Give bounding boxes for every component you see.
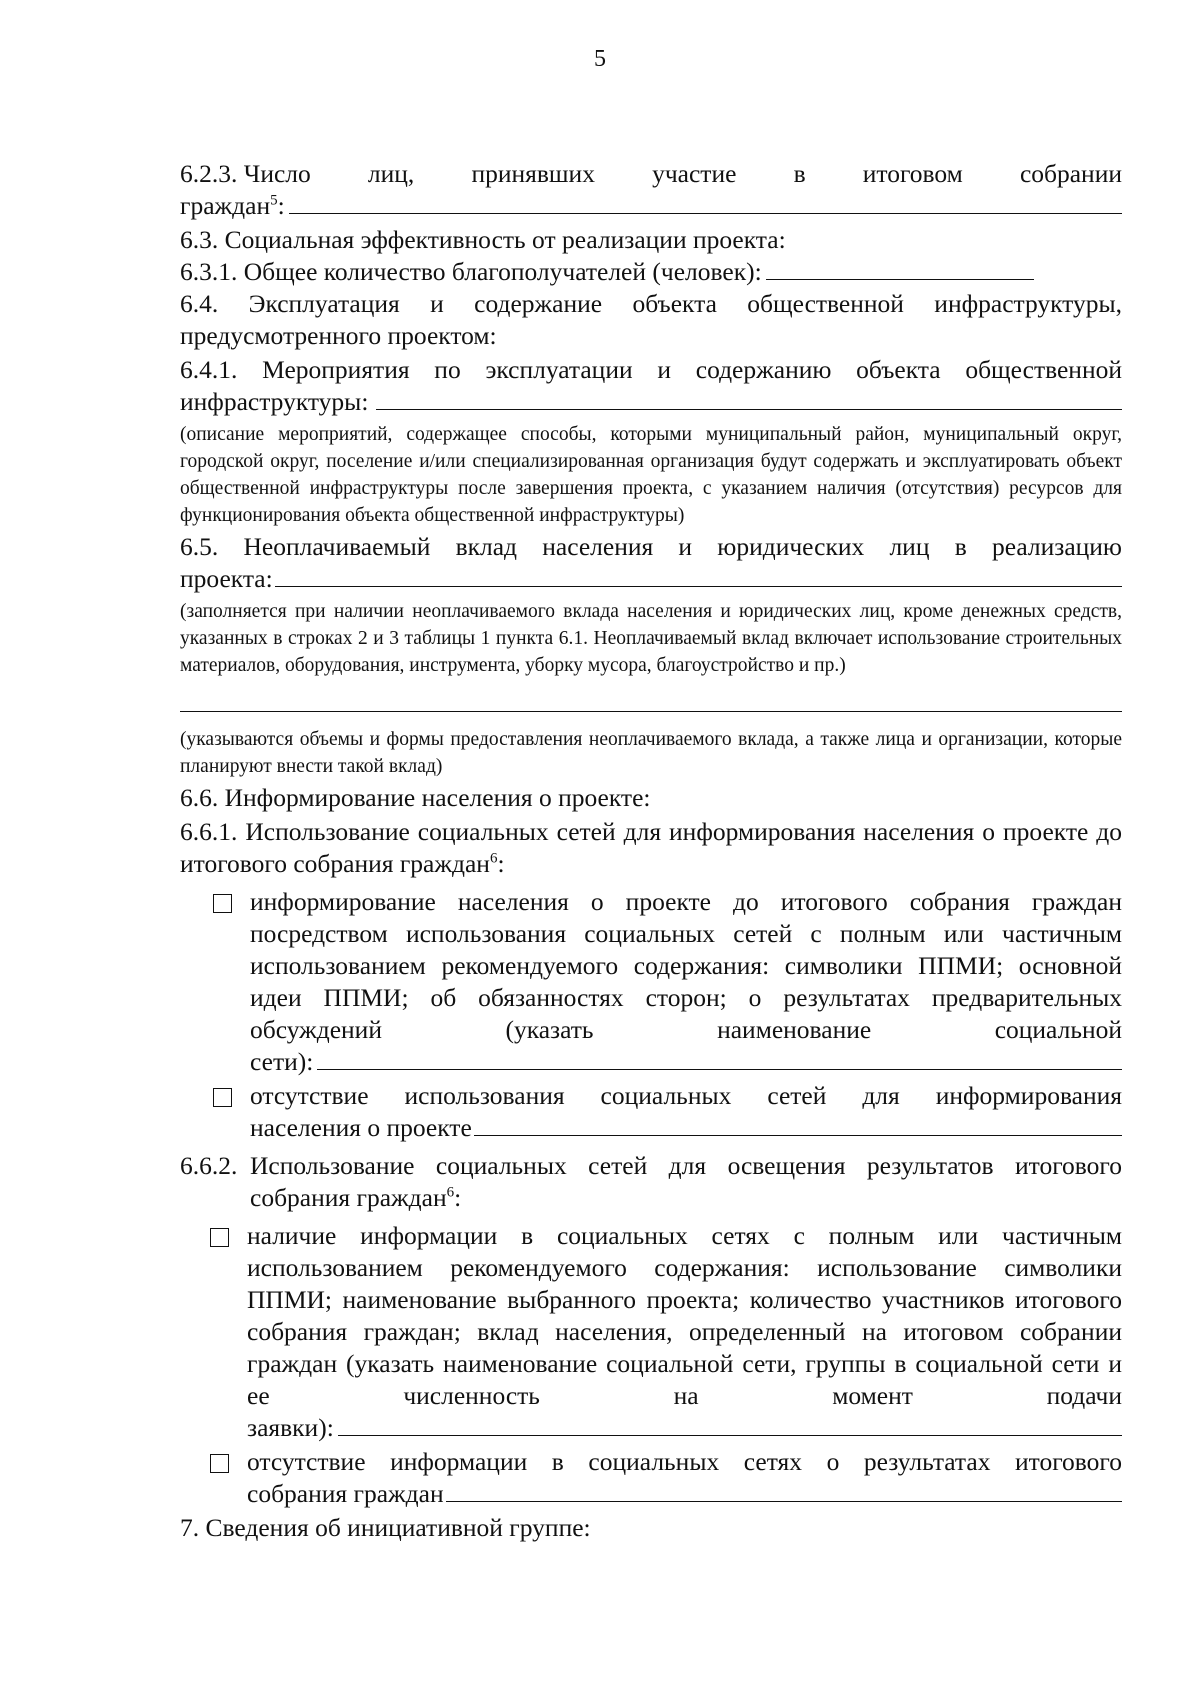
word: принявших xyxy=(471,159,595,188)
checkbox[interactable] xyxy=(210,1454,229,1473)
word: собрании xyxy=(1019,159,1122,188)
word: итоговом xyxy=(862,159,963,188)
checkbox[interactable] xyxy=(213,894,232,913)
option-end-label: сети): xyxy=(250,1047,314,1076)
checkbox[interactable] xyxy=(210,1228,229,1247)
section-6-4-1-line2 xyxy=(180,386,1122,418)
section-6-6-2-text: Использование социальных сетей для освещения результатов итогового собрания граждан xyxy=(250,1151,1122,1212)
colon: : xyxy=(277,191,285,220)
option-6-6-2-info-present xyxy=(210,1220,1122,1444)
section-6-6-2-number: 6.6.2. xyxy=(180,1151,238,1180)
word: 6.2.3. Число xyxy=(180,159,311,188)
no-social-field[interactable] xyxy=(474,1113,1122,1136)
participants-count-field[interactable] xyxy=(289,191,1122,214)
no-info-field[interactable] xyxy=(446,1479,1122,1502)
footnote-ref: 6 xyxy=(489,850,498,867)
section-6-6-heading: 6.6. Информирование населения о проекте: xyxy=(180,783,651,812)
document-body xyxy=(180,158,1122,1544)
section-6-3-1 xyxy=(180,256,1122,288)
section-6-2-3-line2 xyxy=(180,190,1122,222)
maintenance-activities-field[interactable] xyxy=(376,387,1122,410)
beneficiaries-count-field[interactable] xyxy=(766,257,1034,280)
option-text: информирование населения о проекте до итогового собрания граждан посредством использования социальных сетей с полным или частичным использованием рекомендуемого содержания: символики ППМИ; основной идеи ППМИ; об обязанностях сторон; о результатах предварительных обсуждений (указать наименование социальной xyxy=(250,887,1122,1044)
page-number: 5 xyxy=(594,46,606,72)
checkbox[interactable] xyxy=(213,1088,232,1107)
section-6-6-2-heading xyxy=(180,1150,1122,1214)
social-network-name-field[interactable] xyxy=(317,1047,1122,1070)
section-7-heading: 7. Сведения об инициативной группе: xyxy=(180,1513,591,1542)
section-6-4-1-label: инфраструктуры: xyxy=(180,387,369,416)
word: в xyxy=(793,159,806,188)
footnote-ref: 5 xyxy=(270,192,278,209)
section-6-6-1-text: 6.6.1. Использование социальных сетей для информирования населения о проекте до итогового собрания граждан xyxy=(180,817,1122,878)
colon: : xyxy=(497,849,505,878)
option-text: отсутствие информации в социальных сетях о результатах итогового xyxy=(247,1447,1122,1476)
option-text: наличие информации в социальных сетях с полным или частичным использованием рекомендуемого содержания: использование символики ППМИ; наименование выбранного проекта; количество участников итогового собрания граждан; вклад населения, определенный на итоговом собрании граждан (указать наименование социальной сети, группы в социальной сети и ее численность на момент подачи xyxy=(247,1221,1122,1410)
section-6-2-3-label: граждан xyxy=(180,191,271,220)
unpaid-contribution-details-field[interactable] xyxy=(180,687,1122,712)
option-text: отсутствие использования социальных сетей для информирования xyxy=(250,1081,1122,1110)
option-6-6-2-info-absent xyxy=(210,1446,1122,1510)
section-6-5-note: (заполняется при наличии неоплачиваемого вклада населения и юридических лиц, кроме денежных средств, указанных в строках 2 и 3 таблицы 1 пункта 6.1. Неоплачиваемый вклад включает использование строительных материалов, оборудования, инструмента, уборку мусора, благоустройство и пр.) xyxy=(180,601,1122,676)
option-end-label: заявки): xyxy=(247,1413,334,1442)
option-end-label: населения о проекте xyxy=(250,1113,472,1142)
section-6-4-1-note: (описание мероприятий, содержащее способы, которыми муниципальный район, муниципальный округ, городской округ, поселение и/или специализированная организация будут содержать и эксплуатировать объект общественной инфраструктуры после завершения проекта, с указанием наличия (отсутствия) ресурсов для функционирования объекта общественной инфраструктуры) xyxy=(180,424,1122,526)
section-6-4-heading: 6.4. Эксплуатация и содержание объекта общественной инфраструктуры, предусмотренного проектом: xyxy=(180,289,1122,350)
section-6-5-line2 xyxy=(180,563,1122,595)
option-6-6-1-social-used xyxy=(213,886,1122,1078)
colon: : xyxy=(454,1183,462,1212)
footnote-ref: 6 xyxy=(446,1184,455,1201)
section-6-5-label: проекта: xyxy=(180,564,273,593)
section-6-4-1-heading: 6.4.1. Мероприятия по эксплуатации и содержанию объекта общественной xyxy=(180,355,1122,384)
option-end-label: собрания граждан xyxy=(247,1479,444,1508)
section-6-5-heading: 6.5. Неоплачиваемый вклад населения и юридических лиц в реализацию xyxy=(180,532,1122,561)
section-6-6-1-heading xyxy=(180,816,1122,880)
section-6-5-note2: (указываются объемы и формы предоставления неоплачиваемого вклада, а также лица и организации, которые планируют внести такой вклад) xyxy=(180,729,1122,777)
option-6-6-1-social-not-used xyxy=(213,1080,1122,1144)
word: участие xyxy=(652,159,737,188)
section-6-2-3-line1 xyxy=(180,158,1122,190)
unpaid-contribution-field[interactable] xyxy=(275,564,1122,587)
section-6-3-heading: 6.3. Социальная эффективность от реализации проекта: xyxy=(180,225,786,254)
section-6-3-1-label: 6.3.1. Общее количество благополучателей (человек): xyxy=(180,257,762,286)
word: лиц, xyxy=(367,159,415,188)
social-network-details-field[interactable] xyxy=(338,1413,1122,1436)
